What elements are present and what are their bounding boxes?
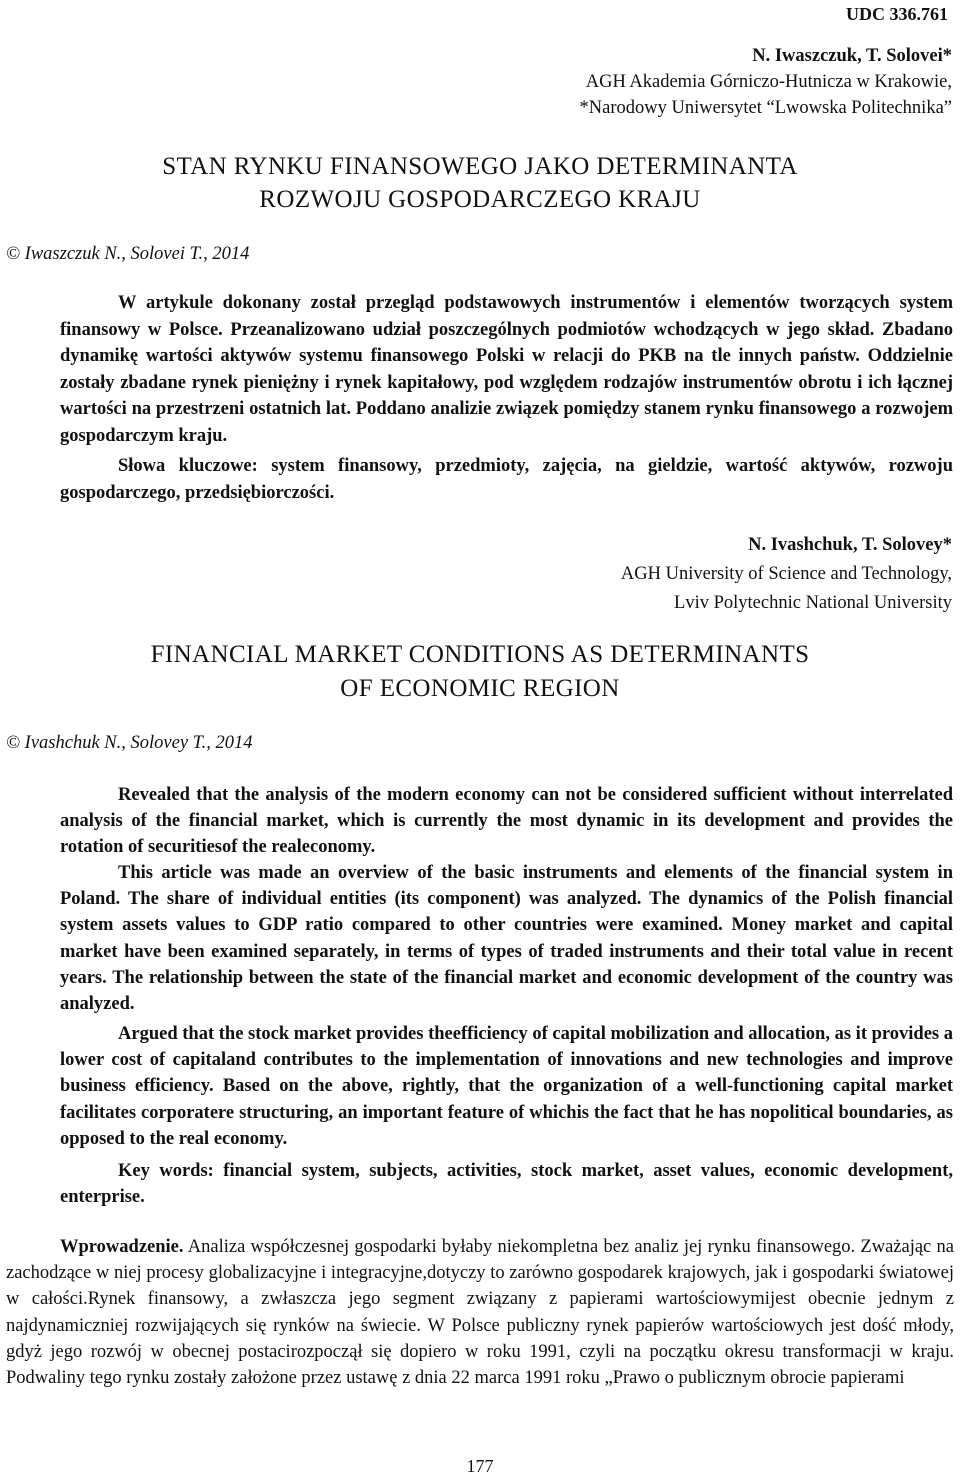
affiliation-en-2: Lviv Polytechnic National University (674, 593, 952, 613)
keywords-pl: Słowa kluczowe: system finansowy, przedmioty, zajęcia, na gieldzie, wartość aktywów, rozwoju gospodarczego, przedsiębiorczości. (60, 456, 953, 503)
abstract-en-paragraph-1: Revealed that the analysis of the modern economy can not be considered sufficient without interrelated analysis of the financial market, which is currently the most dynamic in its development and provides the rotation of securitiesof the realeconomy. (60, 785, 953, 858)
authors-en: N. Ivashchuk, T. Solovey* (748, 535, 952, 555)
title-en-line-2: OF ECONOMIC REGION (340, 675, 620, 702)
page-number: 177 (466, 1456, 494, 1476)
title-pl-line-2: ROZWOJU GOSPODARCZEGO KRAJU (259, 186, 701, 213)
authors-pl: N. Iwaszczuk, T. Solovei* (752, 46, 952, 66)
keywords-en: Key words: financial system, subjects, activities, stock market, asset values, economic development, enterprise. (60, 1161, 953, 1208)
title-en-line-1: FINANCIAL MARKET CONDITIONS AS DETERMINANTS (150, 641, 810, 668)
introduction-paragraph (6, 1234, 954, 1391)
introduction-text: Analiza współczesnej gospodarki byłaby niekompletna bez analiz jej rynku finansowego. Zważając na zachodzące w niej procesy globalizacyjne i integracyjne,dotyczy to zarówno gospodarek krajowych, jak i gospodarki światowej w całości.Rynek finansowy, a zwłaszcza jego segment związany z papierami wartościowymijest obecnie jednym z najdynamiczniej rozwijających się rynków na świecie. W Polsce publiczny rynek papierów wartościowych jest dość młody, gdyż jego rozwój w obecnej postacirozpoczął się dopiero w roku 1991, czyli na początku okresu transformacji w kraju. Podwaliny tego rynku zostały założone przez ustawę z dnia 22 marca 1991 roku „Prawo o publicznym obrocie papierami (6, 1237, 954, 1389)
introduction-heading: Wprowadzenie. (60, 1237, 184, 1257)
copyright-pl: © Iwaszczuk N., Solovei T., 2014 (6, 244, 250, 264)
copyright-en: © Ivashchuk N., Solovey T., 2014 (6, 733, 253, 753)
udc-code: UDC 336.761 (846, 4, 948, 24)
abstract-en-paragraph-2: This article was made an overview of the basic instruments and elements of the financial system in Poland. The share of individual entities (its component) was analyzed. The dynamics of the Polish financial system assets values to GDP ratio compared to other countries were examined. Money market and capital market have been examined separately, in terms of types of traded instruments and their total value in recent years. The relationship between the state of the financial market and economic development of the country was analyzed. (60, 863, 953, 1015)
abstract-en-paragraph-3: Argued that the stock market provides theefficiency of capital mobilization and allocation, as it provides a lower cost of capitaland contributes to the implementation of innovations and new technologies and improve business efficiency. Based on the above, rightly, that the organization of a well-functioning capital market facilitates corporatere structuring, an important feature of whichis the fact that he has nopolitical boundaries, as opposed to the real economy. (60, 1024, 953, 1149)
affiliation-pl-2: *Narodowy Uniwersytet “Lwowska Politechnika” (579, 98, 952, 118)
affiliation-pl-1: AGH Akademia Górniczo-Hutnicza w Krakowie, (585, 72, 952, 92)
affiliation-en-1: AGH University of Science and Technology, (620, 564, 952, 584)
title-pl-line-1: STAN RYNKU FINANSOWEGO JAKO DETERMINANTA (162, 153, 798, 180)
abstract-pl: W artykule dokonany został przegląd podstawowych instrumentów i elementów tworzących system finansowy w Polsce. Przeanalizowano udział poszczególnych podmiotów wchodzących w jego skład. Zbadano dynamikę wartości aktywów systemu finansowego Polski w relacji do PKB na tle innych państw. Oddzielnie zostały zbadane rynek pieniężny i rynek kapitałowy, pod względem rodzajów instrumentów obrotu i ich łącznej wartości na przestrzeni ostatnich lat. Poddano analizie związek pomiędzy stanem rynku finansowego a rozwojem gospodarczym kraju. (60, 293, 953, 446)
